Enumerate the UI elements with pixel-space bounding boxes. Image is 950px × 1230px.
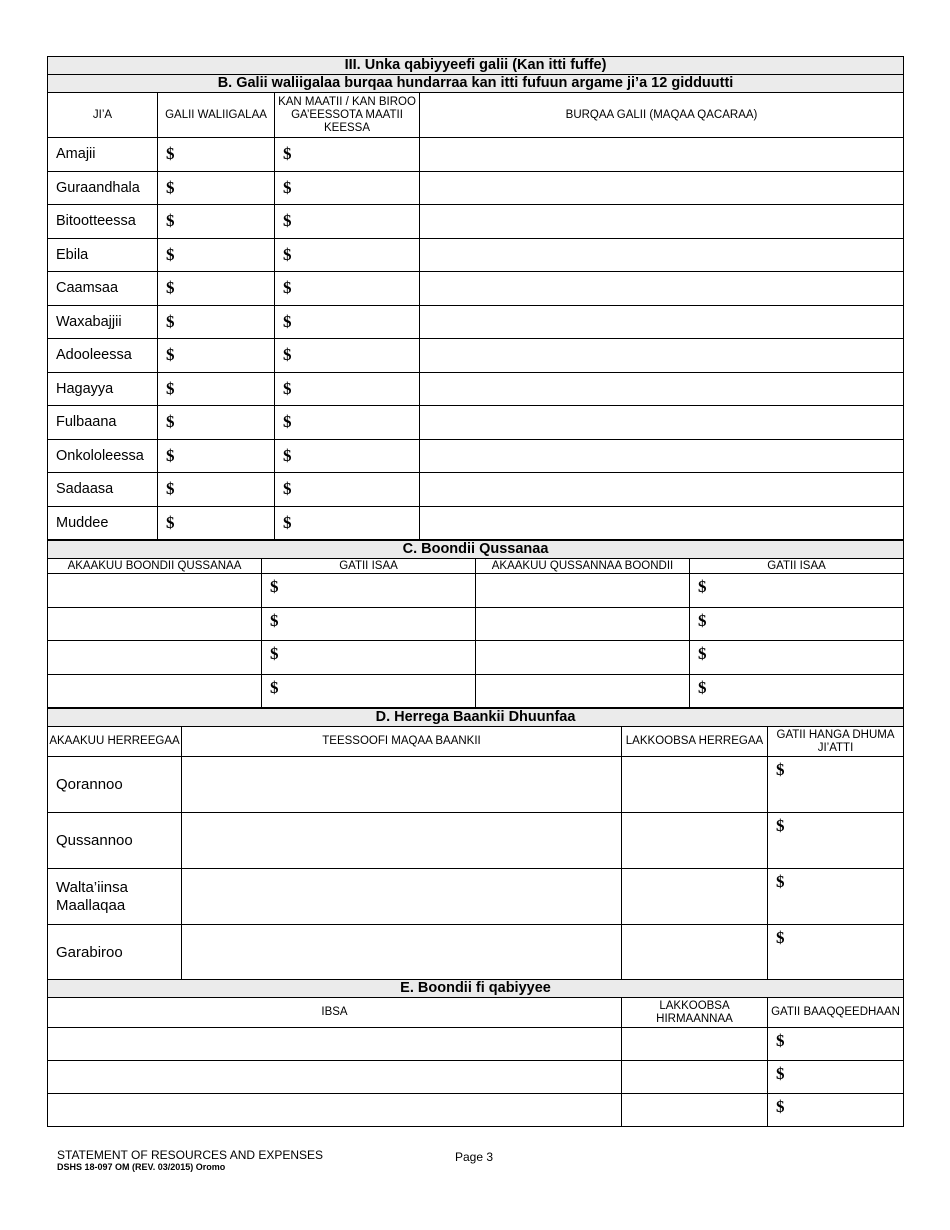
account-row [48,813,904,869]
month-row [48,439,904,473]
total-income-field[interactable]: $ [158,439,275,473]
account-type-label: Garabiroo [48,925,182,981]
month-label: Amajii [48,138,158,172]
stock-row [48,1028,904,1061]
section-c-title: C. Boondii Qussanaa [48,541,904,559]
income-source-field[interactable] [420,439,904,473]
month-label: Caamsaa [48,272,158,306]
bond-value-field-2[interactable]: $ [690,607,904,641]
description-header: IBSA [48,998,622,1028]
month-label: Waxabajjii [48,305,158,339]
account-type-header: AKAAKUU HERREEGAA [48,727,182,757]
income-source-field[interactable] [420,305,904,339]
statement-title: STATEMENT OF RESOURCES AND EXPENSES [57,1148,324,1162]
bond-value-field[interactable]: $ [262,674,476,708]
total-income-field[interactable]: $ [158,406,275,440]
family-adult-header: KAN MAATII / KAN BIROO GA’EESSOTA MAATII KEESSA [275,93,420,138]
month-label: Muddee [48,506,158,540]
total-income-header: GALII WALIIGALAA [158,93,275,138]
month-header: JI’A [48,93,158,138]
family-adult-income-field[interactable]: $ [275,406,420,440]
income-source-field[interactable] [420,473,904,507]
family-adult-income-field[interactable]: $ [275,171,420,205]
month-label: Hagayya [48,372,158,406]
account-type-label: Walta’iinsa Maallaqaa [48,869,182,925]
month-end-value-field[interactable]: $ [768,869,904,925]
bond-row [48,607,904,641]
bond-type-header-2: AKAAKUU QUSSANNAA BOONDII [476,559,690,574]
month-row [48,138,904,172]
shares-field[interactable] [622,1028,768,1061]
income-source-field[interactable] [420,506,904,540]
description-field[interactable] [48,1094,622,1127]
month-label: Ebila [48,238,158,272]
income-source-header: BURQAA GALII (MAQAA QACARAA) [420,93,904,138]
bond-row [48,674,904,708]
month-row [48,406,904,440]
bank-address-field[interactable] [182,925,622,981]
bond-value-field[interactable]: $ [262,641,476,675]
section-iii-title: III. Unka qabiyyeefi galii (Kan itti fuffe) [48,57,904,75]
market-value-header: GATII BAAQQEEDHAAN [768,998,904,1028]
section-d-title: D. Herrega Baankii Dhuunfaa [48,709,904,727]
family-adult-income-field[interactable]: $ [275,138,420,172]
bond-type-field-2[interactable] [476,607,690,641]
family-adult-income-field[interactable]: $ [275,439,420,473]
stock-row [48,1094,904,1127]
family-adult-income-field[interactable]: $ [275,305,420,339]
total-income-field[interactable]: $ [158,272,275,306]
month-row [48,506,904,540]
month-row [48,372,904,406]
bond-value-field-2[interactable]: $ [690,641,904,675]
income-source-field[interactable] [420,272,904,306]
shares-field[interactable] [622,1061,768,1094]
family-adult-income-field[interactable]: $ [275,272,420,306]
total-income-field[interactable]: $ [158,506,275,540]
description-field[interactable] [48,1061,622,1094]
income-source-field[interactable] [420,372,904,406]
family-adult-income-field[interactable]: $ [275,506,420,540]
market-value-field[interactable]: $ [768,1094,904,1127]
bank-address-field[interactable] [182,813,622,869]
bond-type-field-2[interactable] [476,641,690,675]
bond-type-header: AKAAKUU BOONDII QUSSANAA [48,559,262,574]
family-adult-income-field[interactable]: $ [275,372,420,406]
month-row [48,339,904,373]
shares-field[interactable] [622,1094,768,1127]
bond-value-field-2[interactable]: $ [690,674,904,708]
total-income-field[interactable]: $ [158,205,275,239]
bond-type-field[interactable] [48,641,262,675]
bond-type-field[interactable] [48,674,262,708]
savings-bonds-table [47,540,904,708]
description-field[interactable] [48,1028,622,1061]
account-number-field[interactable] [622,925,768,981]
bond-value-field[interactable]: $ [262,574,476,608]
account-number-header: LAKKOOBSA HERREGAA [622,727,768,757]
month-row [48,171,904,205]
account-row [48,869,904,925]
account-type-label: Qorannoo [48,757,182,813]
month-row [48,272,904,306]
bond-value-field-2[interactable]: $ [690,574,904,608]
income-source-field[interactable] [420,138,904,172]
total-income-field[interactable]: $ [158,473,275,507]
page-number: Page 3 [455,1150,494,1164]
bank-address-header: TEESSOOFI MAQAA BAANKII [182,727,622,757]
account-number-field[interactable] [622,813,768,869]
total-income-field[interactable]: $ [158,305,275,339]
bond-row [48,641,904,675]
income-source-field[interactable] [420,339,904,373]
stocks-table [47,979,904,1127]
account-type-label: Qussannoo [48,813,182,869]
bond-value-header: GATII ISAA [262,559,476,574]
month-label: Fulbaana [48,406,158,440]
bank-accounts-table [47,708,904,981]
account-number-field[interactable] [622,757,768,813]
account-number-field[interactable] [622,869,768,925]
month-label: Adooleessa [48,339,158,373]
month-row [48,238,904,272]
section-e-title: E. Boondii fi qabiyyee [48,980,904,998]
section-b-title: B. Galii waliigalaa burqaa hundarraa kan itti fufuun argame ji’a 12 gidduutti [48,75,904,93]
income-table [47,56,904,540]
bond-type-field-2[interactable] [476,674,690,708]
form-id: DSHS 18-097 OM (REV. 03/2015) Oromo [57,1162,226,1172]
family-adult-income-field[interactable]: $ [275,238,420,272]
total-income-field[interactable]: $ [158,238,275,272]
month-end-value-field[interactable]: $ [768,813,904,869]
bank-address-field[interactable] [182,869,622,925]
stock-row [48,1061,904,1094]
month-label: Onkololeessa [48,439,158,473]
bond-type-field[interactable] [48,574,262,608]
total-income-field[interactable]: $ [158,138,275,172]
month-row [48,305,904,339]
income-source-field[interactable] [420,205,904,239]
total-income-field[interactable]: $ [158,171,275,205]
month-label: Guraandhala [48,171,158,205]
family-adult-income-field[interactable]: $ [275,473,420,507]
income-source-field[interactable] [420,406,904,440]
bank-address-field[interactable] [182,757,622,813]
account-row [48,757,904,813]
shares-header: LAKKOOBSA HIRMAANNAA [622,998,768,1028]
month-end-value-field[interactable]: $ [768,925,904,981]
bond-row [48,574,904,608]
income-source-field[interactable] [420,171,904,205]
bond-value-header-2: GATII ISAA [690,559,904,574]
family-adult-income-field[interactable]: $ [275,339,420,373]
market-value-field[interactable]: $ [768,1028,904,1061]
bond-value-field[interactable]: $ [262,607,476,641]
month-label: Bitootteessa [48,205,158,239]
bond-type-field-2[interactable] [476,574,690,608]
total-income-field[interactable]: $ [158,339,275,373]
month-row [48,205,904,239]
income-source-field[interactable] [420,238,904,272]
month-end-value-header: GATII HANGA DHUMA JI’ATTI [768,727,904,757]
bond-type-field[interactable] [48,607,262,641]
market-value-field[interactable]: $ [768,1061,904,1094]
month-end-value-field[interactable]: $ [768,757,904,813]
account-row [48,925,904,981]
family-adult-income-field[interactable]: $ [275,205,420,239]
total-income-field[interactable]: $ [158,372,275,406]
month-row [48,473,904,507]
month-label: Sadaasa [48,473,158,507]
